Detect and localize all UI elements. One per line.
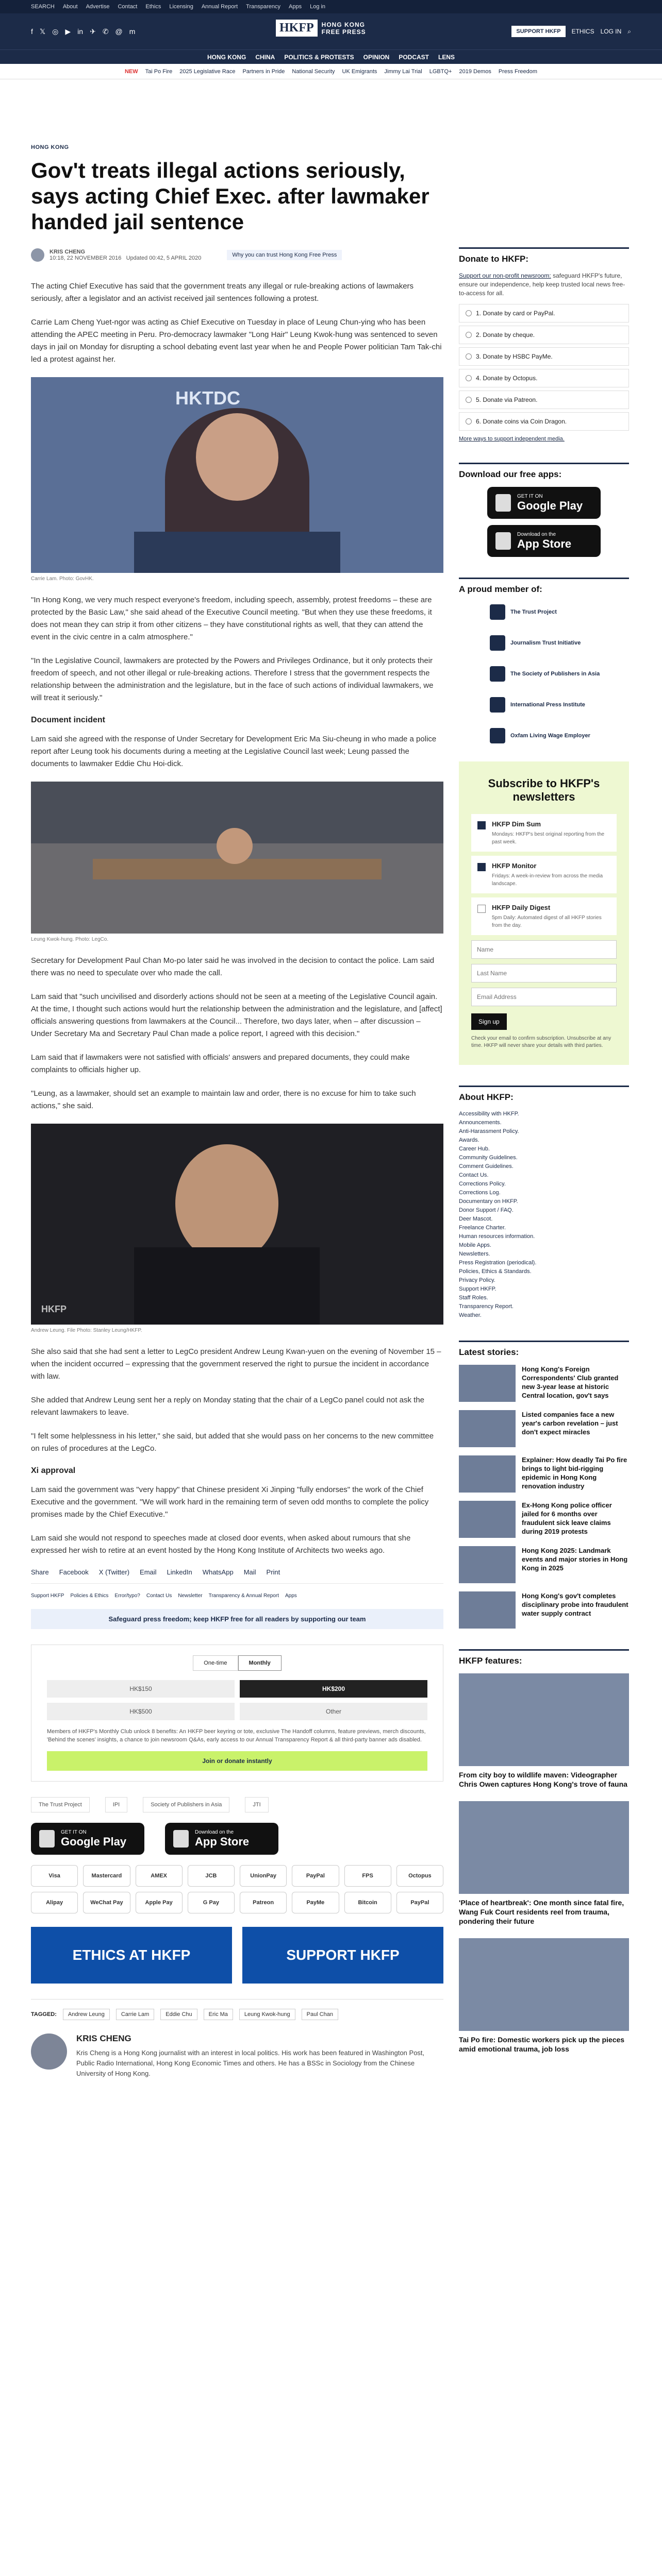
trending-item[interactable]: UK Emigrants: [342, 68, 377, 75]
payment-logo: WeChat Pay: [83, 1892, 130, 1913]
latest-story[interactable]: Hong Kong 2025: Landmark events and major stories in Hong Kong in 2025: [459, 1546, 629, 1583]
payment-logo: PayPal: [396, 1892, 443, 1913]
about-link[interactable]: Career Hub.: [459, 1146, 490, 1152]
latest-story[interactable]: Listed companies face a new year's carbon revelation – just don't expect miracles: [459, 1410, 629, 1447]
about-link[interactable]: Mobile Apps.: [459, 1242, 491, 1248]
payment-logo: Octopus: [396, 1865, 443, 1887]
tag[interactable]: Andrew Leung: [63, 2009, 110, 2020]
donate-option[interactable]: 2. Donate by cheque.: [459, 326, 629, 344]
logo-line-2: FREE PRESS: [321, 28, 366, 36]
member-logo[interactable]: The Trust Project: [31, 1797, 90, 1812]
share-linkedin[interactable]: LinkedIn: [167, 1568, 192, 1576]
google-play-button[interactable]: GET IT ON Google Play: [31, 1823, 144, 1855]
nav-politics[interactable]: POLITICS & PROTESTS: [284, 53, 354, 61]
story-thumbnail: [459, 1455, 516, 1493]
link-apps[interactable]: Apps: [285, 1593, 297, 1599]
donate-title: Donate to HKFP:: [459, 247, 629, 264]
article-paragraph: Lam said she agreed with the response of Under Secretary for Development Eric Ma Siu-cheung in who made a police report after Leung took his documents during a meeting at the Legislative Council last week; Leung passed the documents to lawmaker Eddie Chu Hoi-dick.: [31, 735, 437, 768]
trending-item[interactable]: 2025 Legislative Race: [179, 68, 236, 75]
about-link[interactable]: Press Registration (periodical).: [459, 1260, 537, 1266]
payment-logo: Bitcoin: [344, 1892, 391, 1913]
radio-icon: [466, 310, 472, 316]
trending-label: NEW: [124, 68, 138, 75]
photo-leung-kwok-hung: [31, 782, 443, 934]
share-x[interactable]: X (Twitter): [98, 1568, 130, 1576]
link-contact[interactable]: Contact Us: [146, 1593, 172, 1599]
tag[interactable]: Paul Chan: [302, 2009, 338, 2020]
about-link[interactable]: Awards.: [459, 1137, 479, 1143]
main-nav: [0, 49, 662, 64]
member-logo[interactable]: IPI: [105, 1797, 127, 1812]
youtube-icon[interactable]: ▶: [65, 27, 71, 36]
share-label: Share: [31, 1568, 49, 1576]
article-paragraph: Carrie Lam Cheng Yuet-ngor was acting as Chief Executive on Tuesday in place of Leung Chun-ying who has been attending the APEC meeting in Peru. Pro-democracy lawmaker "Long Hair" Leung Kwok-hung was sentenced to seven days in jail on Monday for disrupting a school debating event last year when he and People Power politician Tam Tak-chi led a protest against her.: [31, 318, 442, 364]
member-sopa[interactable]: The Society of Publishers in Asia: [490, 664, 629, 684]
feature-story[interactable]: 'Place of heartbreak': One month since fatal fire, Wang Fuk Court residents reel from trauma, pondering their future: [459, 1801, 629, 1926]
sidebar-google-play-button[interactable]: GET IT ON Google Play: [487, 487, 601, 519]
amount-option-selected[interactable]: HK$200: [240, 1680, 427, 1698]
member-title: A proud member of:: [459, 578, 629, 595]
member-jti[interactable]: Journalism Trust Initiative: [490, 633, 629, 653]
payment-logo: Mastercard: [83, 1865, 130, 1887]
about-link[interactable]: Anti-Harassment Policy.: [459, 1128, 519, 1134]
amount-option[interactable]: HK$500: [47, 1703, 235, 1720]
first-name-input[interactable]: [471, 940, 617, 959]
publish-date: 10:18, 22 NOVEMBER 2016: [49, 255, 122, 261]
freq-monthly[interactable]: Monthly: [238, 1655, 282, 1671]
support-hkfp-button[interactable]: SUPPORT HKFP: [511, 26, 565, 37]
topbar-ethics[interactable]: Ethics: [145, 4, 161, 10]
author-box: [31, 2033, 443, 2079]
logo-mark: HKFP: [276, 20, 318, 37]
article-paragraph: The acting Chief Executive has said that the government treats any illegal or rule-breaking actions of lawmakers seriously, after a legislator and an activist received jail sentences following a protest.: [31, 282, 414, 303]
donate-option[interactable]: 1. Donate by card or PayPal.: [459, 304, 629, 323]
about-link[interactable]: Announcements.: [459, 1120, 502, 1126]
about-link[interactable]: Transparency Report.: [459, 1303, 514, 1310]
trending-item[interactable]: 2019 Demos: [459, 68, 491, 75]
nav-podcast[interactable]: PODCAST: [399, 53, 429, 61]
feature-story[interactable]: Tai Po fire: Domestic workers pick up the pieces amid emotional trauma, job loss: [459, 1938, 629, 2054]
feature-image: [459, 1673, 629, 1766]
payment-logo: Apple Pay: [136, 1892, 183, 1913]
threads-icon[interactable]: @: [115, 27, 123, 36]
newsletter-option[interactable]: HKFP Dim Sum Mondays: HKFP's best original reporting from the past week.: [471, 814, 617, 852]
about-links: [459, 1110, 629, 1320]
apple-icon: [495, 532, 511, 550]
about-link[interactable]: Freelance Charter.: [459, 1225, 506, 1231]
google-play-icon: [39, 1830, 55, 1848]
story-thumbnail: [459, 1546, 516, 1583]
about-link[interactable]: Community Guidelines.: [459, 1155, 518, 1161]
topbar-login[interactable]: Log in: [310, 4, 326, 10]
sopa-icon: [490, 666, 505, 682]
section-label[interactable]: HONG KONG: [31, 144, 69, 150]
member-ipi[interactable]: International Press Institute: [490, 694, 629, 715]
join-donate-button[interactable]: Join or donate instantly: [47, 1751, 427, 1771]
trending-bar: [0, 64, 662, 79]
about-link[interactable]: Human resources information.: [459, 1233, 535, 1240]
newsletter-title: Subscribe to HKFP's newsletters: [488, 777, 600, 803]
newsletter-signup: [459, 761, 629, 1065]
header-login-link[interactable]: LOG IN: [600, 28, 622, 35]
feature-image: [459, 1801, 629, 1894]
link-support[interactable]: Support HKFP: [31, 1593, 64, 1599]
photo-caption: Carrie Lam. Photo: GovHK.: [31, 576, 94, 582]
topbar-about[interactable]: About: [62, 4, 78, 10]
latest-story[interactable]: Ex-Hong Kong police officer jailed for 6 months over fraudulent sick leave claims during 2019 protests: [459, 1501, 629, 1538]
site-header: [0, 13, 662, 49]
tag[interactable]: Eddie Chu: [160, 2009, 197, 2020]
byline: [31, 248, 443, 262]
topbar-transparency[interactable]: Transparency: [246, 4, 280, 10]
payment-logo: G Pay: [188, 1892, 235, 1913]
photo-caption: Leung Kwok-hung. Photo: LegCo.: [31, 937, 109, 942]
tag-list: [31, 1999, 443, 2020]
donate-option[interactable]: 4. Donate by Octopus.: [459, 369, 629, 387]
radio-icon: [466, 397, 472, 403]
payment-logo: PayPal: [292, 1865, 339, 1887]
story-thumbnail: [459, 1410, 516, 1447]
about-link[interactable]: Newsletters.: [459, 1251, 490, 1257]
about-link[interactable]: Corrections Log.: [459, 1190, 501, 1196]
author-photo[interactable]: [31, 2033, 67, 2070]
member-trust-project[interactable]: The Trust Project: [490, 602, 629, 622]
ipi-icon: [490, 697, 505, 713]
about-link[interactable]: Policies, Ethics & Standards.: [459, 1268, 532, 1275]
jti-icon: [490, 635, 505, 651]
amount-option[interactable]: Other: [240, 1703, 427, 1720]
share-bar: [31, 1568, 443, 1584]
latest-title: Latest stories:: [459, 1341, 629, 1358]
share-email[interactable]: Email: [140, 1568, 157, 1576]
photo-carrie-lam: HKTDC: [31, 377, 443, 573]
tags-label: TAGGED:: [31, 2011, 57, 2018]
trust-project-icon: [490, 604, 505, 620]
subheading: Xi approval: [31, 1466, 76, 1475]
topbar-apps[interactable]: Apps: [289, 4, 302, 10]
link-error[interactable]: Error/typo?: [114, 1593, 140, 1599]
article-paragraph: She added that Andrew Leung sent her a reply on Monday stating that the chair of a LegCo panel could not ask the relevant lawmakers to leave.: [31, 1396, 425, 1417]
payment-logo: PayMe: [292, 1892, 339, 1913]
radio-icon: [466, 375, 472, 381]
link-transparency[interactable]: Transparency & Annual Report: [208, 1593, 279, 1599]
about-link[interactable]: Privacy Policy.: [459, 1277, 495, 1283]
google-play-icon: [495, 494, 511, 512]
newsletter-fine-print: Check your email to confirm subscription. Unsubscribe at any time. HKFP will never share your details with third parties.: [471, 1036, 611, 1048]
app-store-row: [31, 1823, 443, 1855]
payment-methods: [31, 1865, 443, 1913]
article-paragraph: Secretary for Development Paul Chan Mo-po later said he was involved in the decision to contact the police. Lam said there was no need to speculate over who made the call.: [31, 956, 435, 977]
header-ethics-link[interactable]: ETHICS: [571, 28, 594, 35]
share-mail[interactable]: Mail: [243, 1568, 256, 1576]
feature-story[interactable]: From city boy to wildlife maven: Videographer Chris Owen captures Hong Kong's trove of fauna: [459, 1673, 629, 1789]
amount-option[interactable]: HK$150: [47, 1680, 235, 1698]
article-paragraph: "In the Legislative Council, lawmakers are protected by the Powers and Privileges Ordinance, but it only protects their freedom of speech, and not other illegal or rule-breaking actions. Therefore I stress that the government respects the relationship between the administration and the legislature, but in the face of such actions of individual lawmakers, we will treat it seriously.": [31, 656, 434, 702]
trending-item[interactable]: LGBTQ+: [429, 68, 452, 75]
freq-one-time[interactable]: One-time: [193, 1655, 238, 1671]
radio-icon: [466, 353, 472, 360]
payment-logo: AMEX: [136, 1865, 183, 1887]
trending-item[interactable]: National Security: [292, 68, 335, 75]
newsletter-option[interactable]: HKFP Monitor Fridays: A week-in-review from across the media landscape.: [471, 856, 617, 893]
footer-links: [31, 1593, 443, 1599]
payment-logo: FPS: [344, 1865, 391, 1887]
about-link[interactable]: Weather.: [459, 1312, 482, 1318]
nav-lens[interactable]: LENS: [438, 53, 455, 61]
donate-option[interactable]: 3. Donate by HSBC PayMe.: [459, 347, 629, 366]
about-title: About HKFP:: [459, 1086, 629, 1103]
trust-badge[interactable]: Why you can trust Hong Kong Free Press: [227, 250, 342, 260]
article-paragraph: "Leung, as a lawmaker, should set an example to maintain law and order, there is no excuse for him to take such actions," she said.: [31, 1089, 416, 1110]
radio-icon: [466, 418, 472, 425]
photo-caption: Andrew Leung. File Photo: Stanley Leung/HKFP.: [31, 1328, 142, 1333]
member-logo[interactable]: JTI: [245, 1797, 268, 1812]
oxfam-icon: [490, 728, 505, 743]
more-ways-link[interactable]: More ways to support independent media.: [459, 436, 565, 442]
linkedin-icon[interactable]: in: [77, 27, 84, 36]
author-name[interactable]: KRIS CHENG: [49, 249, 86, 255]
facebook-icon[interactable]: f: [31, 27, 33, 36]
mastodon-icon[interactable]: m: [129, 27, 136, 36]
trending-item[interactable]: Partners in Pride: [242, 68, 285, 75]
checkbox-checked-icon: [477, 863, 486, 871]
topbar-annual-report[interactable]: Annual Report: [201, 4, 238, 10]
search-icon[interactable]: ⌕: [627, 27, 631, 35]
nav-opinion[interactable]: OPINION: [363, 53, 390, 61]
article-paragraph: She also said that she had sent a letter to LegCo president Andrew Leung Kwan-yuen on the evening of November 15 – when the incident occurred – expressing that the government reserved the right to pursue the incident in accordance with law.: [31, 1347, 441, 1381]
features-title: HKFP features:: [459, 1649, 629, 1666]
site-logo[interactable]: [276, 20, 366, 37]
trending-item[interactable]: Tai Po Fire: [145, 68, 173, 75]
share-print[interactable]: Print: [266, 1568, 280, 1576]
nav-china[interactable]: CHINA: [255, 53, 275, 61]
about-link[interactable]: Contact Us.: [459, 1172, 489, 1178]
signup-button[interactable]: Sign up: [471, 1013, 507, 1030]
story-thumbnail: [459, 1501, 516, 1538]
member-logo[interactable]: Society of Publishers in Asia: [143, 1797, 229, 1812]
last-name-input[interactable]: [471, 964, 617, 982]
feature-image: [459, 1938, 629, 2031]
latest-story[interactable]: Explainer: How deadly Tai Po fire brings to light bid-rigging epidemic in Hong Kong renovation industry: [459, 1455, 629, 1493]
about-link[interactable]: Corrections Policy.: [459, 1181, 506, 1187]
author-box-name[interactable]: KRIS CHENG: [76, 2033, 131, 2043]
article-paragraph: "In Hong Kong, we very much respect everyone's freedom, including speech, assembly, protest freedoms – these are protected by the Basic Law," she said ahead of the Executive Council meeting. "But when they use these freedoms, it does not mean they can strip it from other citizens – they have constitutional rights as well, that they can attend the event in the civic centre in a calm atmosphere.": [31, 596, 432, 641]
payment-logo: Patreon: [240, 1892, 287, 1913]
trending-item[interactable]: Press Freedom: [498, 68, 538, 75]
about-link[interactable]: Support HKFP.: [459, 1286, 496, 1292]
updated-date: Updated 00:42, 5 APRIL 2020: [126, 255, 202, 261]
tag[interactable]: Carrie Lam: [116, 2009, 154, 2020]
checkbox-icon: [477, 905, 486, 913]
app-store-button[interactable]: Download on the App Store: [165, 1823, 278, 1855]
latest-story[interactable]: Hong Kong's Foreign Correspondents' Club granted new 3-year lease at historic Central location, gov't says: [459, 1365, 629, 1402]
x-icon[interactable]: 𝕏: [39, 27, 46, 36]
about-link[interactable]: Accessibility with HKFP.: [459, 1111, 519, 1117]
article-paragraph: Lam said that "such uncivilised and disorderly actions should not be seen at a meeting of the Legislative Council again. At the time, I thought such actions would hurt the relationship between the administration and the legislature, and [affect] officials answering questions from lawmakers at the Council... Therefore, two days later, when – after discussion – Under Secretary Ma and Secretary Paul Chan made a police report, I agreed with this decision.": [31, 992, 442, 1038]
tag[interactable]: Eric Ma: [204, 2009, 233, 2020]
sidebar: [459, 247, 629, 2066]
photo-andrew-leung: HKFP: [31, 1124, 443, 1325]
story-thumbnail: [459, 1365, 516, 1402]
member-logos: [31, 1797, 443, 1812]
about-link[interactable]: Staff Roles.: [459, 1295, 488, 1301]
apple-icon: [173, 1830, 189, 1848]
top-utility-bar: [0, 0, 662, 13]
donate-note: Members of HKFP's Monthly Club unlock 8 benefits: An HKFP beer keyring or tote, exclusive The Handoff columns, feature previews, merch discounts, 'Behind the scenes' insights, a chance to join newsroom Q&As, early access to our Annual Transparency Report & all third-party banner ads disabled.: [47, 1728, 426, 1743]
donate-widget: [31, 1645, 443, 1782]
payment-logo: Alipay: [31, 1892, 78, 1913]
member-oxfam[interactable]: Oxfam Living Wage Employer: [490, 725, 629, 746]
trending-item[interactable]: Jimmy Lai Trial: [384, 68, 422, 75]
article-paragraph: Lam said the government was "very happy" that Chinese president Xi Jinping "fully endorses" the work of the Chief Executive and the government. "We will work hard in the remaining term of seven odd months to complete the policy promises made by the Chief Executive.": [31, 1485, 429, 1519]
promo-ethics[interactable]: ETHICS AT HKFP: [31, 1927, 232, 1984]
apps-title: Download our free apps:: [459, 463, 629, 480]
donate-banner[interactable]: Safeguard press freedom; keep HKFP free for all readers by supporting our team: [31, 1609, 443, 1629]
subheading: Document incident: [31, 716, 106, 724]
newsletter-option[interactable]: HKFP Daily Digest 5pm Daily: Automated digest of all HKFP stories from the day.: [471, 897, 617, 935]
about-link[interactable]: Documentary on HKFP.: [459, 1198, 518, 1205]
donate-intro-link[interactable]: Support our non-profit newsroom:: [459, 272, 551, 279]
article-paragraph: Lam said that if lawmakers were not satisfied with officials' answers and prepared documents, they could make complaints to officials higher up.: [31, 1053, 410, 1074]
whatsapp-icon[interactable]: ✆: [102, 27, 109, 36]
topbar-licensing[interactable]: Licensing: [169, 4, 193, 10]
promo-support[interactable]: SUPPORT HKFP: [242, 1927, 443, 1984]
topbar-contact[interactable]: Contact: [118, 4, 138, 10]
article-title: Gov't treats illegal actions seriously, says acting Chief Exec. after lawmaker handed jail sentence: [31, 158, 429, 234]
topbar-search[interactable]: SEARCH: [31, 4, 55, 10]
tag[interactable]: Leung Kwok-hung: [239, 2009, 295, 2020]
nav-hong-kong[interactable]: HONG KONG: [207, 53, 246, 61]
payment-logo: JCB: [188, 1865, 235, 1887]
sidebar-app-store-button[interactable]: Download on the App Store: [487, 525, 601, 557]
donate-option[interactable]: 5. Donate via Patreon.: [459, 391, 629, 409]
about-link[interactable]: Deer Mascot.: [459, 1216, 493, 1222]
author-bio: Kris Cheng is a Hong Kong journalist with an interest in local politics. His work has been featured in Washington Post, Public Radio International, Hong Kong Economic Times and others. He has a BSSc in Sociology from the Chinese University of Hong Kong.: [76, 2049, 425, 2077]
payment-logo: UnionPay: [240, 1865, 287, 1887]
telegram-icon[interactable]: ✈: [90, 27, 96, 36]
donate-intro-text: safeguard HKFP's future, ensure our independence, help keep trusted local news free-to-access for all.: [459, 272, 625, 297]
radio-icon: [466, 332, 472, 338]
link-policies[interactable]: Policies & Ethics: [70, 1593, 109, 1599]
article: [31, 144, 443, 2079]
article-paragraph: "I felt some helplessness in his letter," she said, but added that she would pass on her concerns to the new committee on rules of procedures at the LegCo.: [31, 1432, 434, 1453]
share-whatsapp[interactable]: WhatsApp: [202, 1568, 234, 1576]
instagram-icon[interactable]: ◎: [52, 27, 59, 36]
checkbox-checked-icon: [477, 821, 486, 829]
story-thumbnail: [459, 1591, 516, 1629]
logo-line-1: HONG KONG: [321, 21, 365, 28]
social-links: [31, 27, 135, 36]
donate-option[interactable]: 6. Donate coins via Coin Dragon.: [459, 412, 629, 431]
payment-logo: Visa: [31, 1865, 78, 1887]
about-link[interactable]: Donor Support / FAQ.: [459, 1207, 514, 1213]
about-link[interactable]: Comment Guidelines.: [459, 1163, 514, 1170]
link-newsletter[interactable]: Newsletter: [178, 1593, 203, 1599]
email-input[interactable]: [471, 988, 617, 1006]
article-paragraph: Lam said she would not respond to speeches made at closed door events, when asked about rumours that she expressed her wish to retire at an event hosted by the Hong Kong Institute of Architects two weeks ago.: [31, 1534, 411, 1555]
topbar-advertise[interactable]: Advertise: [86, 4, 110, 10]
author-avatar[interactable]: [31, 248, 44, 262]
share-facebook[interactable]: Facebook: [59, 1568, 89, 1576]
latest-story[interactable]: Hong Kong's gov't completes disciplinary probe into fraudulent water supply contract: [459, 1591, 629, 1629]
